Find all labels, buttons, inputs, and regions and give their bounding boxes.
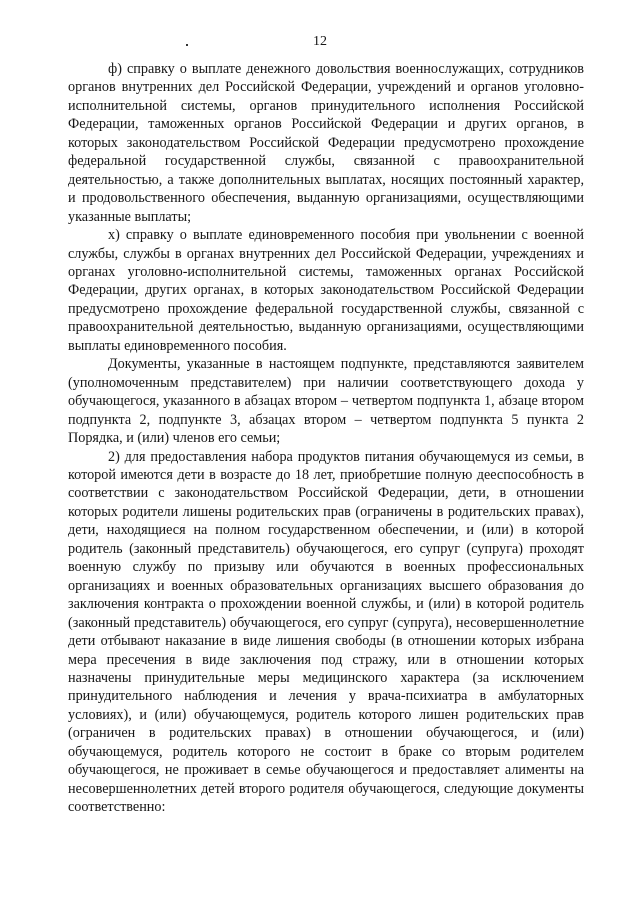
scan-speck xyxy=(186,44,188,46)
paragraph-subitem-f: ф) справку о выплате денежного довольствия военнослужащих, сотрудников органов внутренних дел Российской Федерации, учреждений и органов уголовно-исполнительной системы, органов принудительного исполнения Российской Федерации, таможенных органов Российской Федерации и других органов, в которых законодательством Российской Федерации предусмотрено прохождение федеральной государственной службы, связанной с правоохранительной деятельностью, а также дополнительных выплатах, носящих постоянный характер, и продовольственного обеспечения, выданную организациями, осуществляющими указанные выплаты; xyxy=(68,61,584,225)
paragraph-documents-note: Документы, указанные в настоящем подпункте, представляются заявителем (уполномоченным представителем) при наличии соответствующего дохода у обучающегося, указанного в абзацах втором – четвертом подпункта 1, абзаце втором подпункта 2, подпункте 3, абзацах втором – четвертом подпункта 5 пункта 2 Порядка, и (или) членов его семьи; xyxy=(68,356,584,447)
page-number: 12 xyxy=(313,34,327,49)
document-body xyxy=(68,60,584,817)
paragraph-subitem-kh: х) справку о выплате единовременного пособия при увольнении с военной службы, службы в органах внутренних дел Российской Федерации, учреждениях и органах уголовно-исполнительной системы, таможенных органах Российской Федерации, других органах, в которых законодательством Российской Федерации предусмотрено прохождение федеральной государственной службы, связанной с правоохранительной деятельностью, выданную организациями, осуществляющими выплаты единовременного пособия. xyxy=(68,227,584,354)
paragraph-item-2: 2) для предоставления набора продуктов питания обучающемуся из семьи, в которой имеются дети в возрасте до 18 лет, приобретшие полную дееспособность в соответствии с законодательством Российской Федерации, дети, в отношении которых родители лишены родительских прав (ограничены в родительских правах), дети, находящиеся на полном государственном обеспечении, и (или) в которой родитель (законный представитель) обучающегося, его супруг (супруга) проходят военную службу по призыву или обучаются в военных профессиональных организациях и военных образовательных организациях высшего образования до заключения контракта о прохождении военной службы, и (или) в которой родитель (законный представитель) обучающегося, его супруг (супруга), несовершеннолетние дети отбывают наказание в виде лишения свободы (в отношении которых избрана мера пресечения в виде заключения под стражу, или в отношении которых назначены принудительные меры медицинского характера (за исключением принудительного наблюдения и лечения у врача-психиатра в амбулаторных условиях), и (или) обучающемуся, родитель которого лишен родительских прав (ограничен в родительских правах) в отношении обучающегося, и (или) обучающемуся, родитель которого не состоит в браке со вторым родителем обучающегося, не проживает в семье обучающегося и предоставляет алименты на несовершеннолетних детей второго родителя обучающегося, следующие документы соответственно: xyxy=(68,448,584,816)
